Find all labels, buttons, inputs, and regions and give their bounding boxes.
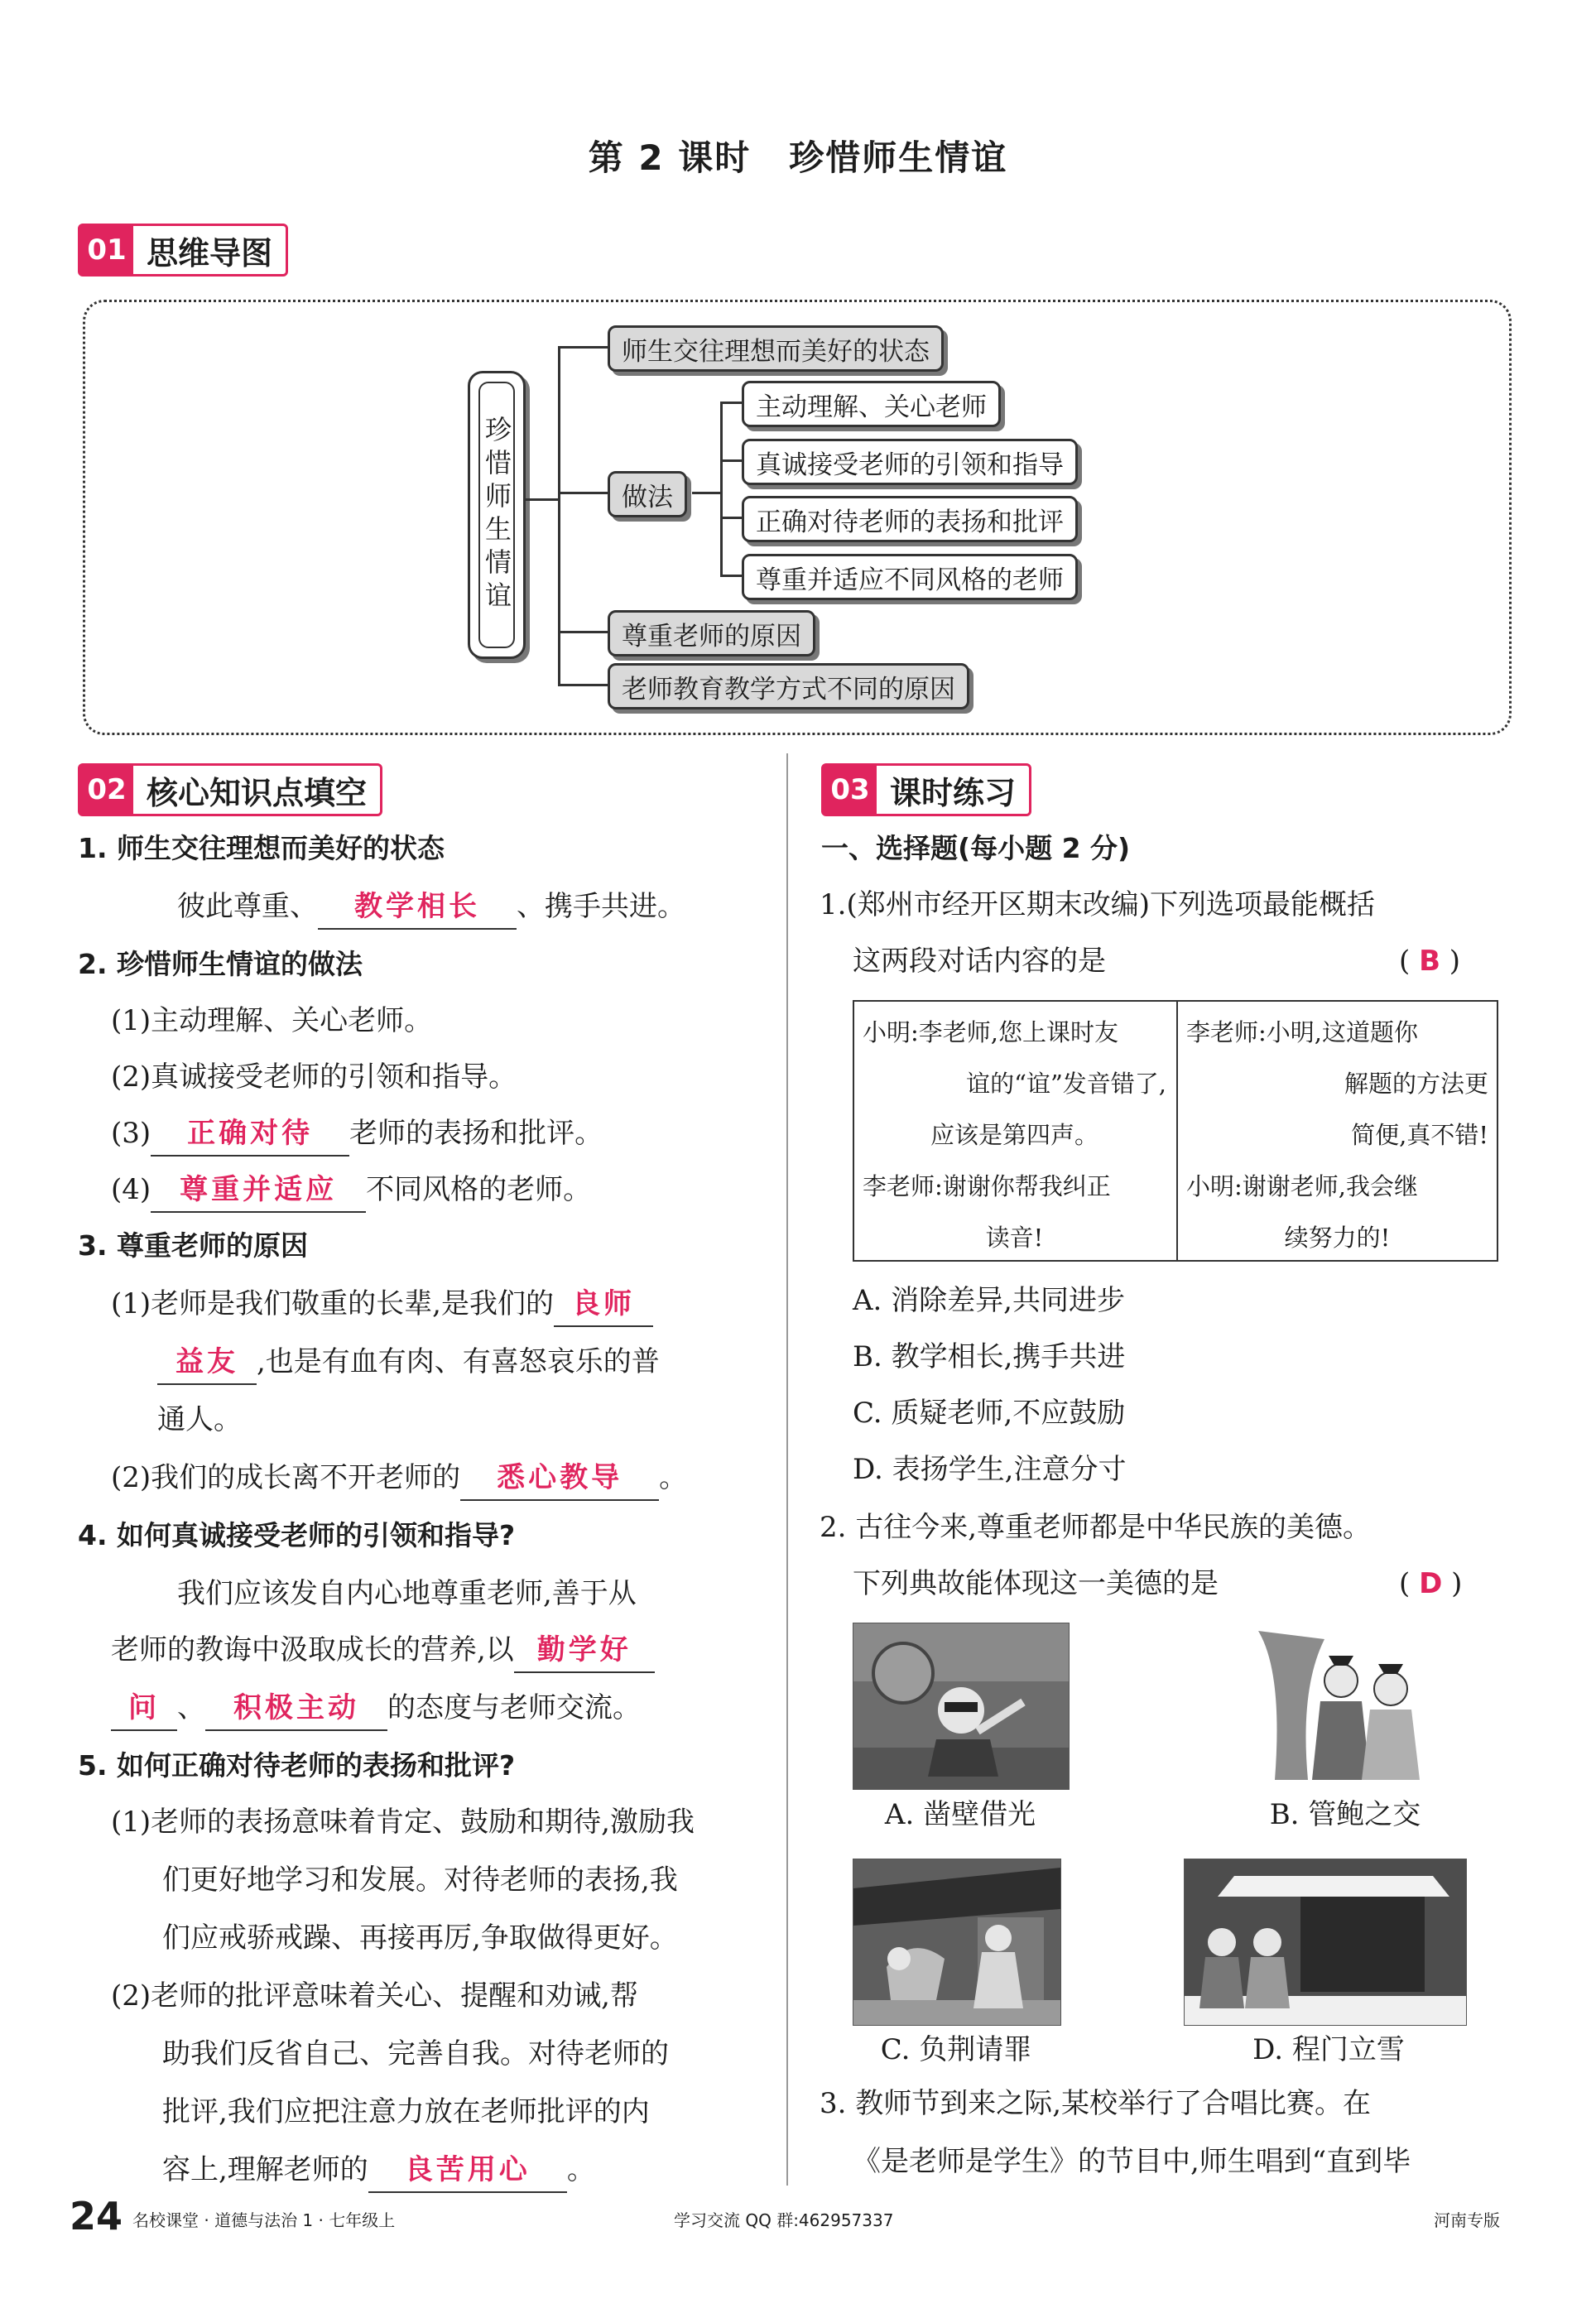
option: C. 质疑老师,不应鼓励 [853, 1397, 1126, 1430]
dialogue-left: 小明:李老师,您上课时友 谊的“谊”发音错了, 应该是第四声。 李老师:谢谢你帮我纠正 读音! [863, 1018, 1166, 1252]
dialogue-right: 李老师:小明,这道题你 解题的方法更 简便,真不错! 小明:谢谢老师,我会继 续努力的! [1176, 1002, 1497, 1260]
question-2-stem: 2. 古往今来,尊重老师都是中华民族的美德。 [820, 1511, 1372, 1544]
section-label: 课时练习 [890, 773, 1017, 811]
question-3-stem: 3. 教师节到来之际,某校举行了合唱比赛。在 [820, 2087, 1372, 2120]
knowledge-heading-5: 5. 如何正确对待老师的表扬和批评? [78, 1749, 516, 1782]
mindmap-root-label: 珍惜师生情谊 [478, 382, 515, 648]
fill-blank-answer: 益友 [157, 1340, 257, 1385]
connector [720, 402, 723, 575]
knowledge-line: (1)老师的表扬意味着肯定、鼓励和期待,激励我 [111, 1806, 695, 1839]
part-heading: 一、选择题(每小题 2 分) [821, 832, 1131, 864]
section-header-practice [821, 763, 1031, 816]
section-number: 03 [824, 766, 877, 814]
illustration-b [1250, 1623, 1440, 1788]
page-title [0, 131, 1596, 180]
illustration-d [1184, 1859, 1467, 2026]
fill-blank-answer: 积极主动 [205, 1686, 387, 1731]
knowledge-line: 们更好地学习和发展。对待老师的表扬,我 [162, 1864, 678, 1897]
knowledge-line: 助我们反省自己、完善自我。对待老师的 [162, 2037, 669, 2070]
answer-choice: D [1419, 1567, 1443, 1600]
lesson-number: 第 2 课时 [588, 137, 752, 178]
illustration-caption: D. 程门立雪 [1252, 2033, 1405, 2066]
illustration-c [853, 1859, 1061, 2026]
knowledge-line: 彼此尊重、 教学相长 、携手共进。 [177, 878, 685, 935]
question-2-stem: 下列典故能体现这一美德的是 [853, 1567, 1219, 1600]
question-3-stem: 《是老师是学生》的节目中,师生唱到“直到毕 [853, 2145, 1411, 2178]
connector [558, 684, 608, 686]
section-label: 核心知识点填空 [147, 773, 368, 811]
footer-edition: 河南专版 [1434, 2210, 1500, 2230]
option: D. 表扬学生,注意分寸 [853, 1453, 1127, 1486]
section-number: 01 [80, 226, 133, 274]
option: A. 消除差异,共同进步 [853, 1284, 1125, 1317]
answer-bracket: ( D ) [1399, 1567, 1463, 1600]
knowledge-heading-1: 1. 师生交往理想而美好的状态 [78, 832, 445, 864]
mindmap-sub-node: 主动理解、关心老师 [742, 381, 1001, 427]
connector [558, 346, 608, 349]
answer-choice: B [1419, 945, 1440, 978]
mindmap-node-ideal-state: 师生交往理想而美好的状态 [608, 325, 944, 372]
connector [558, 346, 560, 685]
section-header-knowledge [78, 763, 382, 816]
knowledge-line: (3) 正确对待 老师的表扬和批评。 [111, 1104, 603, 1162]
dialogue-table [853, 1000, 1498, 1262]
section-header-mindmap [78, 224, 288, 277]
question-1-stem: 这两段对话内容的是 [853, 945, 1106, 978]
illustration-caption: A. 凿壁借光 [884, 1798, 1036, 1831]
mindmap-node-reasons: 尊重老师的原因 [608, 610, 815, 656]
option: B. 教学相长,携手共进 [853, 1340, 1126, 1373]
knowledge-line: 容上,理解老师的 良苦用心 。 [162, 2141, 595, 2199]
connector [720, 575, 742, 577]
knowledge-heading-4: 4. 如何真诚接受老师的引领和指导? [78, 1519, 516, 1551]
mindmap-sub-node: 正确对待老师的表扬和批评 [742, 496, 1078, 542]
knowledge-line: (2)我们的成长离不开老师的 悉心教导 。 [111, 1449, 687, 1507]
question-1-stem: 1.(郑州市经开区期末改编)下列选项最能概括 [820, 888, 1375, 921]
knowledge-line: 益友 ,也是有血有肉、有喜怒哀乐的普 [157, 1333, 660, 1391]
knowledge-line: 批评,我们应把注意力放在老师批评的内 [162, 2095, 650, 2128]
connector [558, 492, 608, 494]
illustration-a [853, 1623, 1070, 1790]
answer-bracket: ( B ) [1399, 945, 1461, 978]
knowledge-line: 们应戒骄戒躁、再接再厉,争取做得更好。 [162, 1921, 678, 1955]
knowledge-line: (2)老师的批评意味着关心、提醒和劝诫,帮 [111, 1979, 638, 2013]
knowledge-line: (1)老师是我们敬重的长辈,是我们的 良师 [111, 1275, 653, 1333]
section-number: 02 [80, 766, 133, 814]
fill-blank-answer: 问 [111, 1686, 177, 1731]
knowledge-heading-2: 2. 珍惜师生情谊的做法 [78, 948, 363, 980]
fill-blank-answer: 尊重并适应 [151, 1168, 366, 1213]
section-label: 思维导图 [147, 233, 273, 272]
mindmap-sub-node: 真诚接受老师的引领和指导 [742, 439, 1078, 485]
connector [720, 402, 742, 404]
fill-blank-answer: 教学相长 [318, 885, 517, 930]
illustration-caption: B. 管鲍之交 [1269, 1798, 1421, 1831]
footer-book-title: 名校课堂 · 道德与法治 1 · 七年级上 [132, 2210, 396, 2230]
column-divider [786, 753, 788, 2186]
connector [523, 498, 558, 501]
knowledge-line: (1)主动理解、关心老师。 [111, 1004, 433, 1037]
knowledge-line: (4) 尊重并适应 不同风格的老师。 [111, 1161, 591, 1219]
knowledge-heading-3: 3. 尊重老师的原因 [78, 1229, 308, 1262]
knowledge-line: 问 、 积极主动 的态度与老师交流。 [111, 1679, 641, 1737]
knowledge-line: 老师的教诲中汲取成长的营养,以 勤学好 [111, 1621, 655, 1679]
connector [720, 459, 742, 462]
mindmap-root [468, 371, 526, 659]
connector [720, 517, 742, 519]
connector [692, 492, 720, 494]
knowledge-line: 通人。 [157, 1403, 242, 1436]
mindmap-sub-node: 尊重并适应不同风格的老师 [742, 554, 1078, 600]
knowledge-line: (2)真诚接受老师的引领和指导。 [111, 1060, 517, 1094]
mindmap-node-methods: 做法 [608, 471, 687, 517]
fill-blank-answer: 良师 [554, 1282, 653, 1327]
connector [558, 631, 608, 633]
knowledge-line: 我们应该发自内心地尊重老师,善于从 [177, 1577, 637, 1610]
fill-blank-answer: 悉心教导 [460, 1456, 659, 1501]
page-number: 24 [70, 2194, 123, 2239]
footer-qq-group: 学习交流 QQ 群:462957337 [674, 2210, 894, 2230]
illustration-caption: C. 负荆请罪 [880, 2033, 1032, 2066]
lesson-name: 珍惜师生情谊 [789, 137, 1008, 178]
mindmap-node-teaching-styles: 老师教育教学方式不同的原因 [608, 663, 969, 709]
fill-blank-answer: 良苦用心 [368, 2148, 567, 2193]
fill-blank-answer: 勤学好 [514, 1628, 655, 1673]
fill-blank-answer: 正确对待 [151, 1112, 349, 1157]
